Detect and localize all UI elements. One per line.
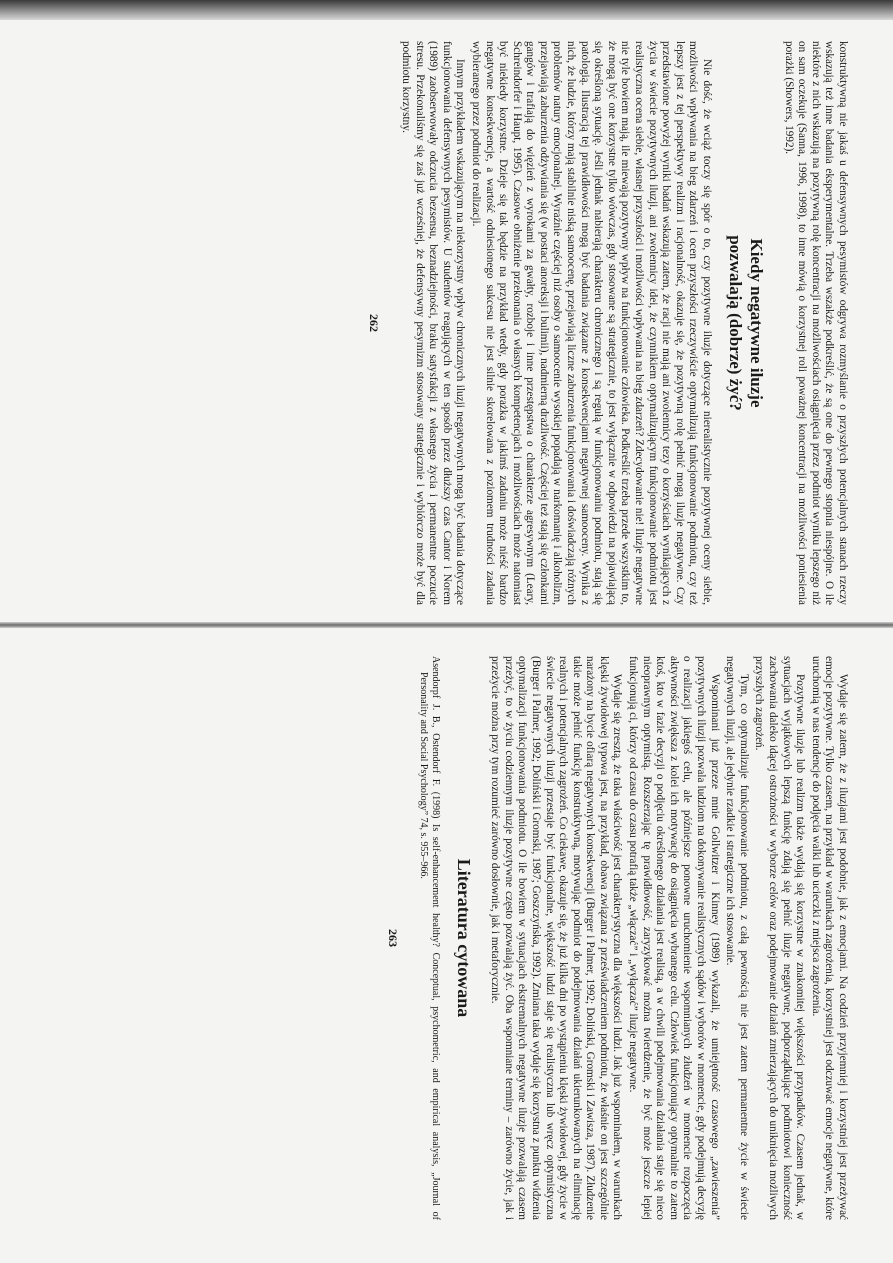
body-paragraph: Wspominani już przeze mnie Gollwitzer i Kinney (1989) wykazali, że umiejętność czasowego „zawieszenia” pozytywnych iluzji pozwala ludziom na dokonywanie realistycznych sądów i wyborów w momencie, gdy podejmują decyzję o realizacji jakiegoś celu, ale późniejsze ponowne uruchomienie wspomnianych złudzeń w momencie rozpoczęcia aktywności zwiększa z kolei ich motywację do osiągnięcia wybranego celu. Człowiek funkcjonujący optymalnie to zatem ktoś, kto w fazie decyzji o podjęciu określonego działania jest realistą, a w chwili podejmowania działania staje się nieco nieoprawnym optymistą. Rozszerzając tę prawidłowość, zaryzykować można twierdzenie, że być może jeszcze lepiej funkcjonują ci, którzy od czasu do czasu potrafią także „włączać” i „wyłączać” iluzje negatywne. (627, 656, 721, 1220)
body-paragraph: Tym, co optymalizuje funkcjonowanie podmiotu, z całą pewnością nie jest zatem permanentne życie w świecie negatywnych iluzji, ale jedynie rzadkie i strategiczne ich stosowanie. (724, 656, 750, 1220)
reference-entry: Asendorpf J. B., Ostendorf F. (1998) Is self-enhancement healthy? Conceptual, psychometric, and empirical analysis, „Journal of Personality and Social Psychology” 74, s. 955–966. (417, 656, 441, 1220)
page-262 (30, 30, 860, 616)
page-divider (0, 622, 893, 628)
body-paragraph: Wydaje się zresztą, że taka właściwość jest charakterystyczna dla większości ludzi. Jak już wspominałem, w warunkach klęski żywiołowej typowa jest, na przykład, obawa związana z przeświadczeniem podmiotu, że właśnie on jest szczególnie narażony na bycie ofiarą negatywnych konsekwencji (Burger i Palmer, 1992; Doliński, Gromski i Zawisza, 1987). Złudzenie takie może pełnić funkcję konstruktywną, motywując podmiot do podejmowania działań ukierunkowanych na eliminację realnych i potencjalnych zagrożeń. Co ciekawe, okazuje się, że już kilka dni po wystąpieniu klęski żywiołowej, gdy życie w świecie negatywnych iluzji przestaje być funkcjonalne, większość ludzi staje się realistyczna lub wręcz optymistyczna (Burger i Palmer, 1992; Doliński i Gromski, 1987; Goszczyńska, 1992). Zmiana taka wydaje się korzystna z punktu widzenia optymalizacji funkcjonowania podmiotu. O ile bowiem w sytuacjach ekstremalnych negatywne iluzje pozwalają czasem przeżyć, to w życiu codziennym iluzje pozytywne często pozwalają żyć. Oba wspomniane terminy – zarówno życie, jak i przeżycie można przy tym rozumieć zarówno dosłownie, jak i metaforycznie. (489, 656, 624, 1220)
body-paragraph: Innym przykładem wskazującym na niekorzystny wpływ chronicznych iluzji negatywnych mogą być badania dotyczące funkcjonowania defensywnych pesymistów. U studentów reagujących w ten sposób przez dłuższy czas Cantor i Norem (1989) zaobserwowały odczucia bezsensu, beznadziejności, braku satysfakcji z własnego życia i permanentne poczucie stresu. Przekonaliśmy się zaś już wcześniej, że defensywny pesymizm stosowany strategicznie i wybiórczo może być dla podmiotu korzystny. (399, 41, 467, 605)
section-heading-line-1: Kiedy negatywne iluzje (747, 238, 767, 408)
section-heading-line-2: pozwalają (dobrze) żyć? (726, 235, 746, 411)
page-number: 262 (367, 314, 382, 332)
body-paragraph: Wydaje się zatem, że z iluzjami jest podobnie, jak z emocjami. Na codzień przyjemniej i korzystniej jest przeżywać emocje pozytywne. Tylko czasem, na przykład w warunkach zagrożenia, korzystniej jest odczuwać emocje negatywne, które uruchomią w nas tendencje do podjęcia walki lub ucieczki z miejsca zagrożenia. (809, 656, 849, 1220)
page-number: 263 (385, 929, 400, 947)
body-paragraph: Nie dość, że wciąż toczy się spór o to, czy pozytywne iluzje dotyczące nierealistycznie pozytywnej oceny siebie, możliwości wpływania na bieg zdarzeń i ocen przyszłości rzeczywiście optymalizują funkcjonowanie podmiotu, czy też lepszy jest z tej perspektywy realizm i racjonalność, okazuje się, że pozytywną rolę pełnić mogą iluzje negatywne. Czy przedstawione powyżej wyniki badań wskazują zatem, że racji nie mają ani zwolennicy tezy o korzyściach wynikających z życia w świecie pozytywnych iluzji, ani zwolennicy idei, że czynnikiem optymalizującym funkcjonowanie podmiotu jest realistyczna ocena siebie, własnej przyszłości i możliwości wpływania na bieg zdarzeń? Zdecydowanie nie! Iluzje negatywne nie tyle bowiem mają, ile miewają pozytywny wpływ na funkcjonowanie człowieka. Podkreślić trzeba przede wszystkim to, że mogą być one korzystne tylko wówczas, gdy stosowane są strategicznie, to jest wyłącznie w odpowiedzi na pojawiającą się określoną sytuację. Jeśli jednak nabierają charakteru chronicznego i są regułą w funkcjonowaniu podmiotu, stają się patologią. Ilustracją tej prawidłowości mogą być badania związane z konsekwencjami negatywnej samooceny. Wynika z nich, że ludzie, którzy mają stabilnie niską samoocenę, przejawiają liczne zaburzenia funkcjonowania i doświadczają różnych problemów natury emocjonalnej. Wyraźnie częściej niż osoby o samoocenie wysokiej popadają w narkomanię i alkoholizm, przejawiają zaburzenia odżywiania się (w postaci anoreksji i bulimii), nadmierną drażliwość. Częściej też stają się członkami gangów i trafiają do więzień z wyrokami za gwałty, rozboje i inne przestępstwa o charakterze agresywnym (Leary, Schreindorfer i Haupt, 1995). Czasowe obniżenie przekonania o własnych kompetencjach i możliwościach może natomiast być niekiedy korzystne. Dzieje się tak będzie na przykład wtedy, gdy porażka w jakimś zadaniu może nieść bardzo negatywne konsekwencje, a wartość odniesionego sukcesu nie jest silnie skorelowana z poziomem trudności zadania wybieranego przez podmiot do realizacji. (469, 41, 714, 605)
page-263 (30, 638, 860, 1238)
body-paragraph: Pozytywne iluzje lub realizm także wydają się korzystne w znakomitej większości przypadków. Czasem jednak, w sytuacjach wyjątkowych lepszą funkcję zdają się pełnić iluzje negatywne, podporządkujące podmiotowi konieczność zachowania daleko idącej ostrożności w wyborze celów oraz podejmowanie działań zmierzających do uniknięcia możliwych przyszłych zagrożeń. (753, 656, 807, 1220)
page-263-content (35, 648, 855, 1228)
scan-top-edge (0, 0, 893, 20)
references-heading: Literatura cytowana (453, 858, 474, 1018)
intro-paragraph: konstruktywną nie jakaś u defensywnych pesymistów odgrywa rozmyślanie o przyszłych potencjalnych stanach rzeczy wskazują też inne badania eksperymentalne. Trzeba wszakże podkreślić, że są one do pewnego stopnia niespójne. O ile niektóre z nich wskazują na pozytywną rolę koncentracji na możliwościach osiągnięcia przez podmiot wyniku lepszego niż on sam oczekuje (Sanna, 1996, 1998), to inne mówią o korzystnej roli poważnej koncentracji na możliwości poniesienia porażki (Showers, 1992). (782, 41, 849, 605)
section-heading (725, 41, 767, 605)
page-262-content (35, 33, 855, 613)
